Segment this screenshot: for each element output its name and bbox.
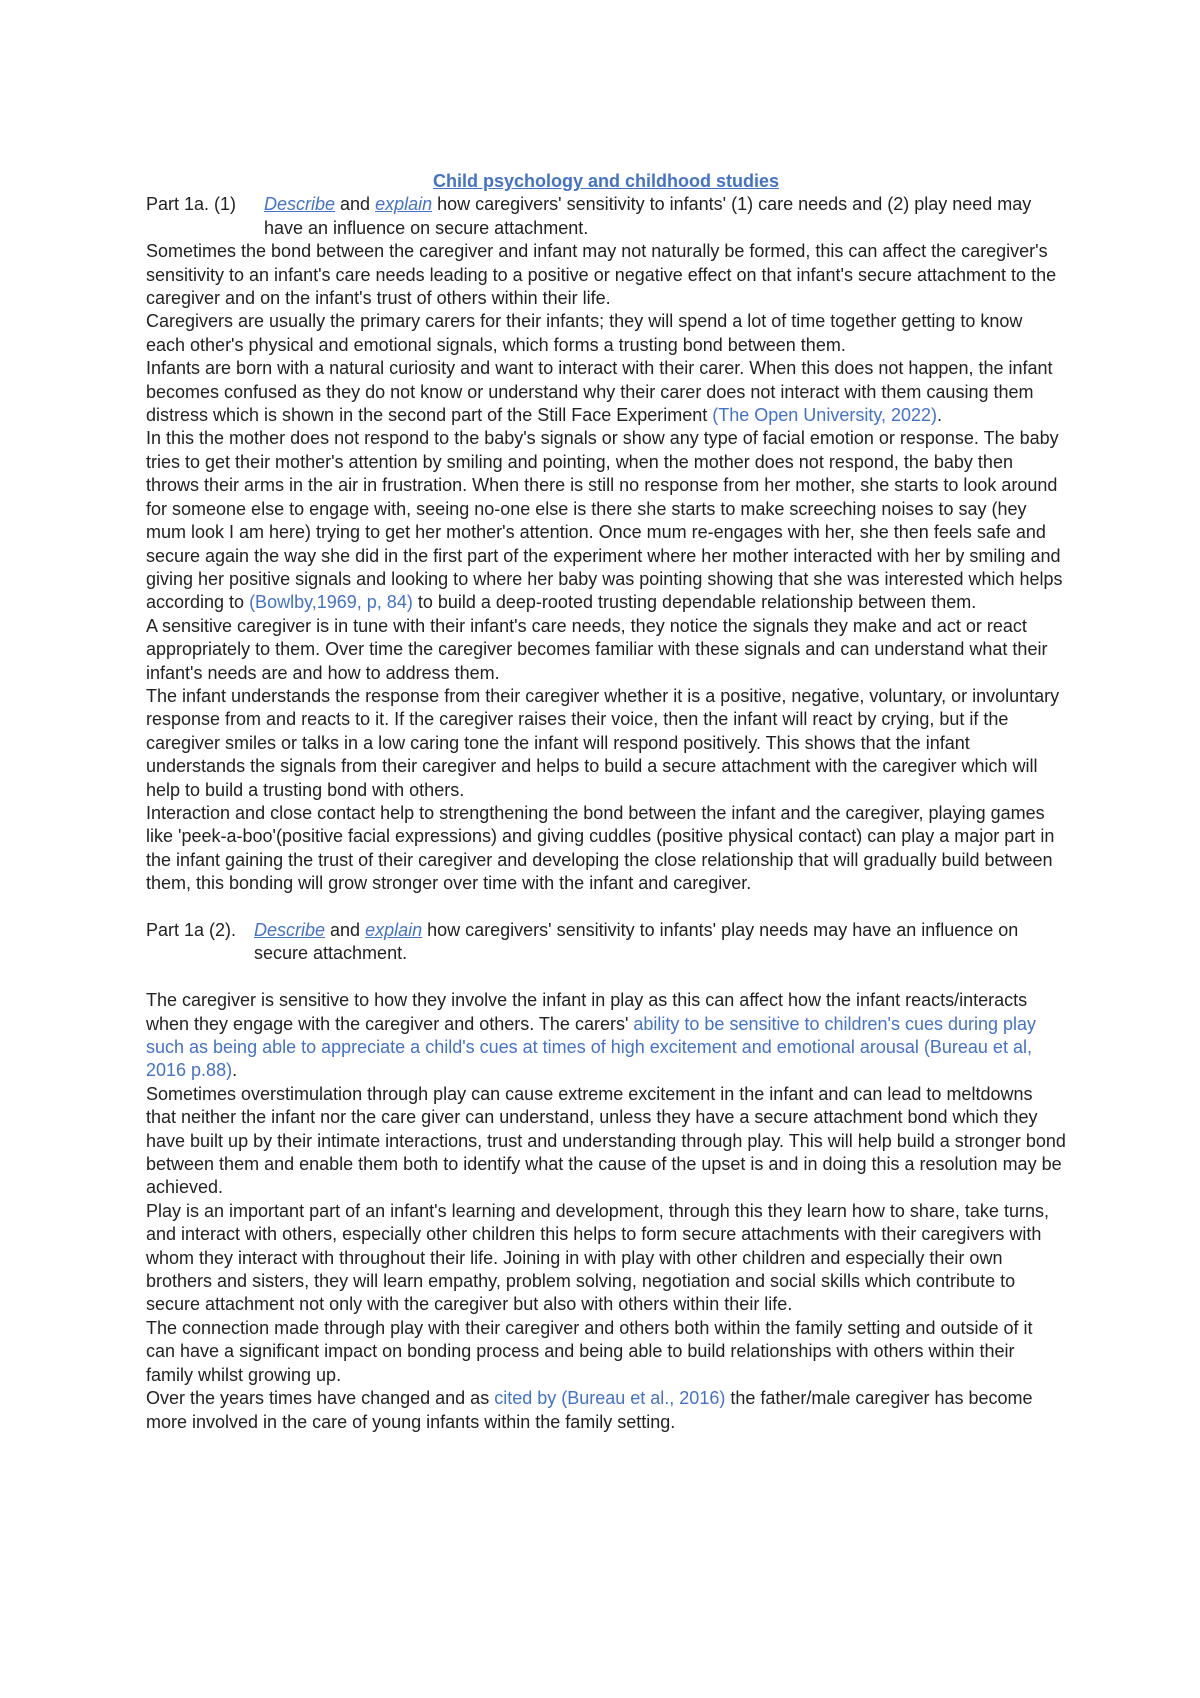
paragraph-text: Over the years times have changed and as — [146, 1388, 495, 1409]
paragraph-end: . — [232, 1060, 238, 1081]
explain-link[interactable]: explain — [375, 194, 433, 215]
document-title: Child psychology and childhood studies — [432, 171, 780, 191]
spacer — [146, 896, 1066, 919]
paragraph-6: The infant understands the response from their caregiver whether it is a positive, negative, voluntary, or involuntary response from and reacts to it. If the caregiver raises their voice, then the infant will react by crying, but if the caregiver smiles or talks in a low caring tone the infant will respond positively. This shows that the infant understands the signals from their caregiver and helps to build a secure attachment with the caregiver which will help to build a trusting bond with others. — [146, 685, 1060, 800]
paragraph-10: Play is an important part of an infant's learning and development, through this they learn how to share, take turns, and interact with others, especially other children this helps to form secure attachments with their caregivers with whom they interact with throughout their life. Joining in with play with other children and especially their own brothers and sisters, they will learn empathy, problem solving, negotiation and social skills which contribute to secure attachment not only with the caregiver but also with others within their life. — [146, 1200, 1049, 1315]
paragraph-12 — [146, 1387, 1066, 1434]
citation: (Bowlby,1969, p, 84) — [249, 592, 413, 613]
paragraph-9: Sometimes overstimulation through play can cause extreme excitement in the infant and can lead to meltdowns that neither the infant nor the care giver can understand, unless they have a secure attachment bond which they have built up by their intimate interactions, trust and understanding through play. This will help build a stronger bond between them and enable them both to identify what the cause of the upset is and in doing this a resolution may be achieved. — [146, 1083, 1066, 1198]
paragraph-text: In this the mother does not respond to the baby's signals or show any type of facial emotion or response. The baby tries to get their mother's attention by smiling and pointing, when the mother does not respond, the baby then throws their arms in the air in frustration. When there is still no response from her mother, she starts to look around for someone else to engage with, seeing no-one else is there she starts to make screeching noises to say (hey mum look I am here) trying to get her mother's attention. Once mum re-engages with her, she then feels safe and secure again the way she did in the first part of the experiment where her mother interacted with her by smiling and giving her positive signals and looking to where her baby was pointing showing that she was interested which helps according to — [146, 428, 1063, 613]
question-part-1a-2 — [146, 919, 1066, 966]
paragraph-text: Infants are born with a natural curiosity and want to interact with their carer. When this does not happen, the infant becomes confused as they do not know or understand why their carer does not interact with them causing them distress which is shown in the second part of the Still Face Experiment — [146, 358, 1053, 426]
question-and: and — [325, 919, 366, 940]
paragraph-11: The connection made through play with their caregiver and others both within the family setting and outside of it can have a significant impact on bonding process and being able to build relationships with others within their family whilst growing up. — [146, 1317, 1033, 1385]
paragraph-4 — [146, 427, 1066, 614]
describe-link[interactable]: Describe — [264, 194, 336, 215]
question-part-1a-1 — [146, 193, 1066, 240]
spacer — [146, 966, 1066, 989]
paragraph-text: The caregiver is sensitive to how they involve the infant in play as this can affect how the infant reacts/interacts when they engage with the caregiver and others. The carers' — [146, 990, 1028, 1034]
paragraph-end: . — [937, 405, 943, 426]
explain-link[interactable]: explain — [365, 919, 423, 940]
paragraph-end: the father/male caregiver has become more involved in the care of young infants within the family setting. — [146, 1388, 1033, 1432]
citation: cited by (Bureau et al., 2016) — [494, 1388, 726, 1409]
paragraph-5: A sensitive caregiver is in tune with their infant's care needs, they notice the signals they make and act or react appropriately to them. Over time the caregiver becomes familiar with these signals and can understand what their infant's needs are and how to address them. — [146, 615, 1048, 683]
paragraph-3 — [146, 357, 1066, 427]
question-rest: how caregivers' sensitivity to infants' (1) care needs and (2) play need may have an influence on secure attachment. — [264, 194, 1032, 238]
citation: (The Open University, 2022) — [712, 405, 938, 426]
question-label: Part 1a (2). — [146, 919, 242, 940]
paragraph-1: Sometimes the bond between the caregiver and infant may not naturally be formed, this can affect the caregiver's sensitivity to an infant's care needs leading to a positive or negative effect on that infant's secure attachment to the caregiver and on the infant's trust of others within their life. — [146, 241, 1057, 309]
question-text — [264, 193, 1066, 240]
question-rest: how caregivers' sensitivity to infants' play needs may have an influence on secure attachment. — [254, 919, 1019, 964]
question-and: and — [335, 194, 376, 215]
describe-link[interactable]: Describe — [254, 919, 326, 940]
question-text — [254, 919, 1066, 966]
paragraph-7: Interaction and close contact help to strengthening the bond between the infant and the caregiver, playing games like 'peek-a-boo'(positive facial expressions) and giving cuddles (positive physical contact) can play a major part in the infant gaining the trust of their caregiver and developing the close relationship that will gradually build between them, this bonding will grow stronger over time with the infant and caregiver. — [146, 802, 1055, 894]
paragraph-8 — [146, 989, 1066, 1083]
citation: ability to be sensitive to children's cues during play such as being able to appreciate a child's cues at times of high excitement and emotional arousal (Bureau et al, 2016 p.88) — [146, 1013, 1037, 1081]
paragraph-2: Caregivers are usually the primary carers for their infants; they will spend a lot of time together getting to know each other's physical and emotional signals, which forms a trusting bond between them. — [146, 311, 1023, 355]
document-page — [146, 170, 1066, 1434]
question-label: Part 1a. (1) — [146, 194, 237, 215]
paragraph-end: to build a deep-rooted trusting dependable relationship between them. — [412, 592, 977, 613]
